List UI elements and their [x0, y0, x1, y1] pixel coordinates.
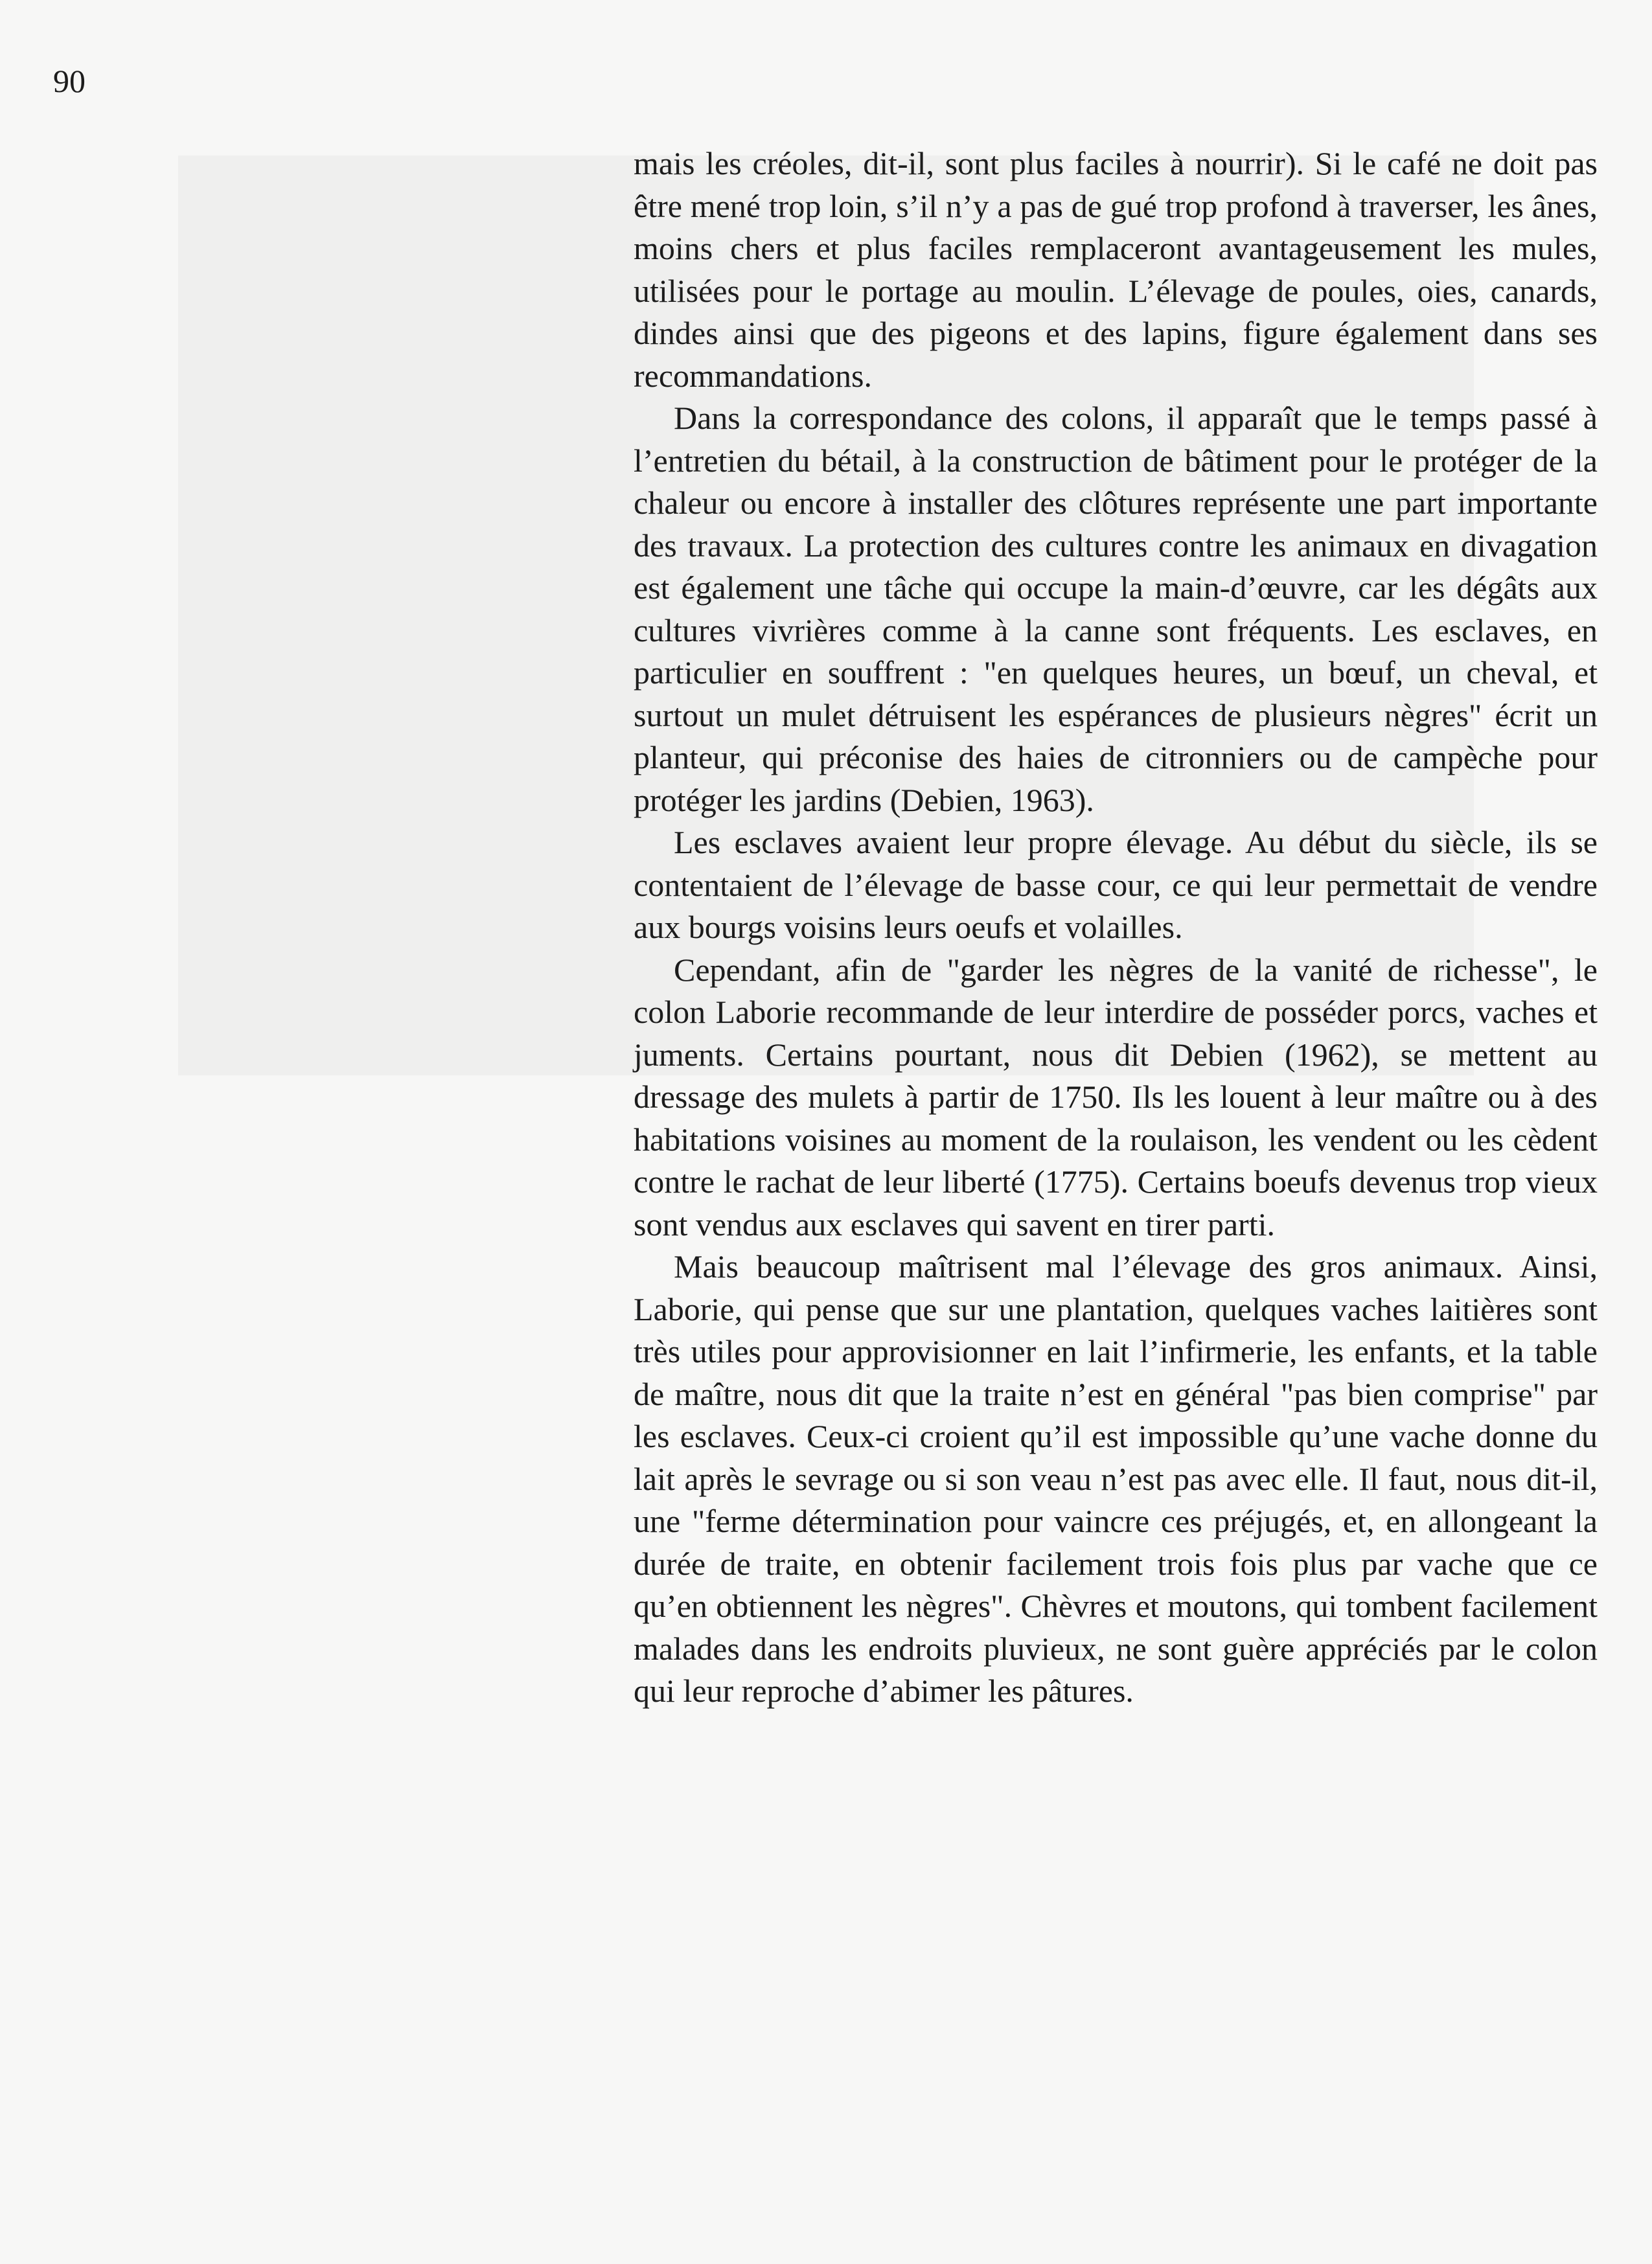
paragraph: Mais beaucoup maîtrisent mal l’élevage des gros animaux. Ainsi, Laborie, qui pense que sur une plantation, quelques vaches laitières sont très utiles pour approvisionner en lait l’infirmerie, les enfants, et la table de maître, nous dit que la traite n’est en général "pas bien comprise" par les esclaves. Ceux-ci croient qu’il est impossible qu’une vache donne du lait après le sevrage ou si son veau n’est pas avec elle. Il faut, nous dit-il, une "ferme détermination pour vaincre ces préjugés, et, en allongeant la durée de traite, en obtenir facilement trois fois plus par vache que ce qu’en obtiennent les nègres". Chèvres et moutons, qui tombent facilement malades dans les endroits pluvieux, ne sont guère appréciés par le colon qui leur reproche d’abimer les pâtures. — [634, 1248, 1598, 1709]
body-text — [634, 143, 1598, 1713]
page-number: 90 — [53, 63, 86, 99]
paragraph: Cependant, afin de "garder les nègres de la vanité de richesse", le colon Laborie recommande de leur interdire de posséder porcs, vaches et juments. Certains pourtant, nous dit Debien (1962), se mettent au dressage des mulets à partir de 1750. Ils les louent à leur maître ou à des habitations voisines au moment de la roulaison, les vendent ou les cèdent contre le rachat de leur liberté (1775). Certains boeufs devenus trop vieux sont vendus aux esclaves qui savent en tirer parti. — [634, 951, 1598, 1242]
paragraph: Les esclaves avaient leur propre élevage. Au début du siècle, ils se contentaient de l’élevage de basse cour, ce qui leur permettait de vendre aux bourgs voisins leurs oeufs et volailles. — [634, 824, 1598, 945]
paragraph: Dans la correspondance des colons, il apparaît que le temps passé à l’entretien du bétail, à la construction de bâtiment pour le protéger de la chaleur ou encore à installer des clôtures représente une part importante des travaux. La protection des cultures contre les animaux en divagation est également une tâche qui occupe la main-d’œuvre, car les dégâts aux cultures vivrières comme à la canne sont fréquents. Les esclaves, en particulier en souffrent : "en quelques heures, un bœuf, un cheval, et surtout un mulet détruisent les espérances de plusieurs nègres" écrit un planteur, qui préconise des haies de citronniers ou de campèche pour protéger les jardins (Debien, 1963). — [634, 400, 1598, 818]
paragraph-continued: mais les créoles, dit-il, sont plus faciles à nourrir). Si le café ne doit pas être mené trop loin, s’il n’y a pas de gué trop profond à traverser, les ânes, moins chers et plus faciles remplaceront avantageusement les mules, utilisées pour le portage au moulin. L’élevage de poules, oies, canards, dindes ainsi que des pigeons et des lapins, figure également dans ses recommandations. — [634, 145, 1598, 394]
